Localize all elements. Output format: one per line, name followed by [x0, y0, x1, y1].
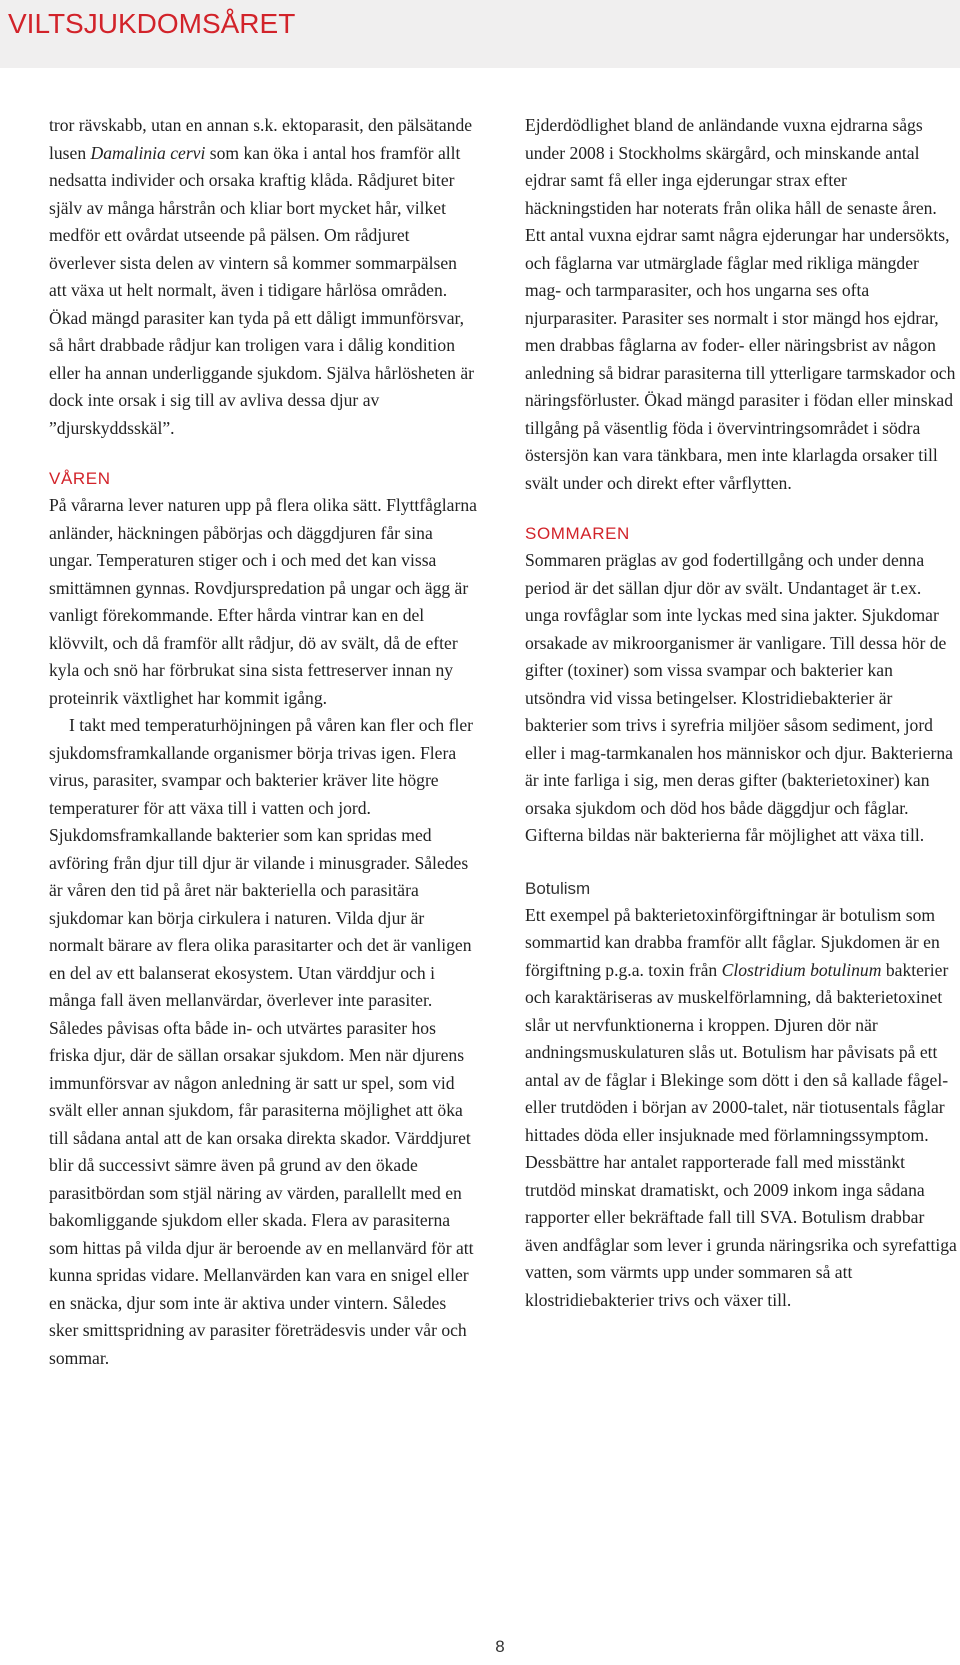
running-head: VILTSJUKDOMSÅRET	[8, 8, 296, 39]
body-paragraph	[49, 112, 477, 442]
body-paragraph: På vårarna lever naturen upp på flera olika sätt. Flyttfåglarna anländer, häckningen påbörjas och däggdjuren får sina ungar. Temperaturen stiger och i och med det kan vissa smittämnen gynnas. Rovdjurspredation på ungar och ägg är vanligt förekommande. Efter hårda vintrar kan en del klövvilt, och då framför allt rådjur, dö av svält, då de efter kyla och snö har förbrukat sina sista fettreserver innan ny proteinrik växtlighet har kommit igång.	[49, 495, 477, 708]
species-name: Clostridium botulinum	[721, 959, 882, 980]
section-heading-sommaren: SOMMAREN	[525, 524, 630, 543]
section-heading-varen: VÅREN	[49, 469, 111, 488]
body-paragraph: Sommaren präglas av god fodertillgång och under denna period är det sällan djur dör av svält. Undantaget är t.ex. unga rovfåglar som inte lyckas med sina jakter. Sjukdomar orsakade av mikroorganismer är vanligare. Till dessa hör de gifter (toxiner) som vissa svampar och bakterier kan utsöndra vid vissa betingelser. Klostridiebakterier är bakterier som trivs i syrefria miljöer såsom sediment, jord eller i mag-tarmkanalen hos människor och djur. Bakterierna är inte farliga i sig, men deras gifter (bakterietoxiner) kan orsaka sjukdom och död hos både däggdjur och fåglar. Gifterna bildas när bakterierna får möjlighet att växa till.	[525, 550, 953, 845]
species-name: Damalinia cervi	[90, 142, 206, 163]
body-paragraph: I takt med temperaturhöjningen på våren kan fler och fler sjukdomsframkallande organismer börja trivas igen. Flera virus, parasiter, svampar och bakterier kräver lite högre temperaturer för att växa till i vatten och jord. Sjukdomsframkallande bakterier som kan spridas med avföring från djur till djur är vilande i minusgrader. Således är våren den tid på året när bakteriella och parasitära sjukdomar kan börja cirkulera i naturen. Vilda djur är normalt bärare av flera olika parasitarter och det är vanligen en del av ett balanserat ekosystem. Utan värddjur och i många fall även mellanvärdar, överlever inte parasiter. Således påvisas ofta både in- och utvärtes parasiter hos friska djur, där de sällan orsakar sjukdom. Men när djurens immunförsvar av någon anledning är satt ur spel, som vid svält eller annan sjukdom, får parasiterna möjlighet att öka till sådana antal att de kan orsaka direkta skador. Värddjuret blir då successivt sämre även på grund av den ökade parasitbördan som stjäl näring av värden, parallellt med en bakomliggande sjukdom eller skada. Flera av parasiterna som hittas på vilda djur är beroende av en mellanvärd för att kunna spridas vidare. Mellanvärden kan vara en snigel eller en snäcka, djur som inte är aktiva under vintern. Således sker smittspridning av parasiter företrädesvis under vår och sommar.	[49, 715, 474, 1368]
right-column	[525, 112, 957, 1314]
body-paragraph	[525, 902, 957, 1315]
subheading-botulism: Botulism	[525, 878, 591, 898]
paragraph-text: tror rävskabb, utan en annan s.k. ektoparasit, den pälsätande lusen	[49, 115, 473, 163]
paragraph-text: som kan öka i antal hos framför allt nedsatta individer och orsaka kraftig klåda. Rådjuret biter själv av många hårstrån och kliar bort mycket hår, vilket medför ett ovårdat utseende på pälsen. Om rådjuret överlever sista delen av vintern så kommer sommarpälsen att växa ut helt normalt, även i tidigare hårlösa områden. Ökad mängd parasiter kan tyda på ett dåligt immunförsvar, så hårt drabbade rådjur kan troligen vara i dålig kondition eller ha annan underliggande sjukdom. Själva hårlösheten är dock inte orsak i sig till av avliva dessa djur av ”djurskyddsskäl”.	[49, 142, 475, 438]
body-paragraph: Ejderdödlighet bland de anländande vuxna ejdrarna sågs under 2008 i Stockholms skärgård, och minskande antal ejdrar samt få eller inga ejderungar strax efter häckningstiden har noterats från olika håll de senaste åren. Ett antal vuxna ejdrar samt några ejderungar har undersökts, och fåglarna var utmärglade fåglar med rikliga mängder mag- och tarmparasiter, och hos ungarna ses ofta njurparasiter. Parasiter ses normalt i stor mängd hos ejdrar, men drabbas fåglarna av foder- eller näringsbrist av någon anledning så bidrar parasiterna till ytterligare tarmskador och näringsförluster. Ökad mängd parasiter i födan eller minskad tillgång på väsentlig föda i övervintringsområdet i södra östersjön kan vara tänkbara, men inte klarlagda orsaker till svält under och direkt efter vårflytten.	[525, 115, 956, 493]
paragraph-text: bakterier och karaktäriseras av muskelförlamning, då bakterietoxinet slår ut nervfunktionerna i kroppen. Djuren dör när andningsmuskulaturen slås ut. Botulism har påvisats på ett antal av de fåglar i Blekinge som dött i den så kallade fågel- eller trutdöden i början av 2000-talet, när tiotusentals fåglar hittades döda eller insjuknade med förlamningssymptom. Dessbättre har antalet rapporterade fall med misstänkt trutdöd minskat dramatiskt, och 2009 inkom inga sådana rapporter eller bekräftade fall till SVA. Botulism drabbar även andfåglar som lever i grunda näringsrika och syrefattiga vatten, som värmts upp under sommaren så att klostridiebakterier trivs och växer till.	[525, 959, 957, 1310]
paragraph-text: Ett exempel på bakterietoxinförgiftningar är botulism som sommartid kan drabba framför allt fåglar. Sjukdomen är en förgiftning p.g.a. toxin från	[525, 904, 940, 980]
page-number: 8	[495, 1637, 505, 1656]
left-column	[49, 112, 477, 1372]
